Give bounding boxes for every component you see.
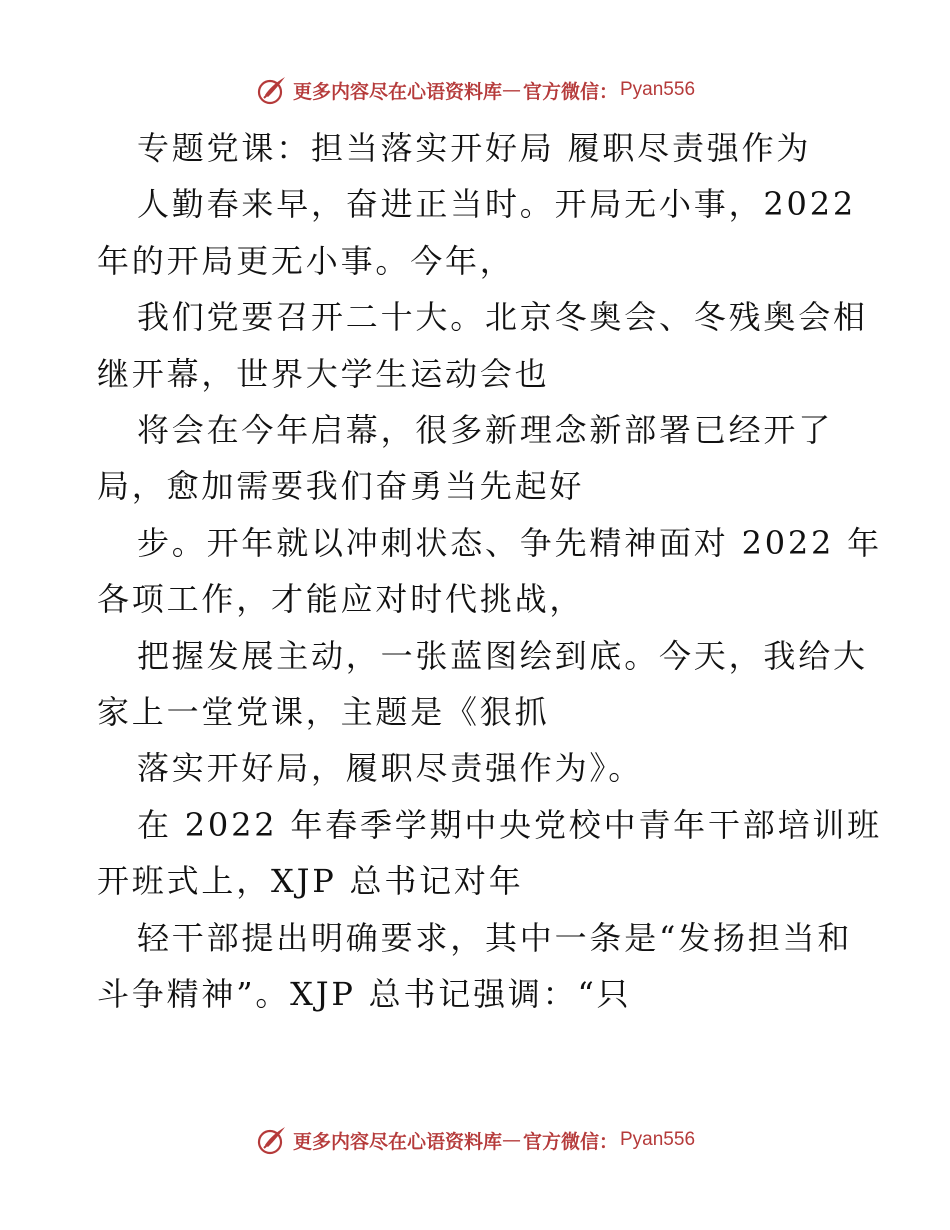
text-line: 家上一堂党课，主题是《狠抓: [97, 693, 550, 732]
text-line: 局，愈加需要我们奋勇当先起好: [97, 467, 585, 506]
document-title: 专题党课：担当落实开好局 履职尽责强作为: [137, 129, 812, 167]
text-line: 各项工作，才能应对时代挑战，: [97, 580, 585, 619]
watermark-wechat-label: 官方微信：: [522, 80, 618, 103]
text-line: 人勤春来早，奋进正当时。开局无小事，2022: [137, 185, 857, 224]
text-line: 斗争精神”。XJP 总书记强调：“只: [97, 975, 632, 1014]
watermark-separator: —: [501, 79, 521, 101]
footer-watermark: [0, 1123, 950, 1157]
text-line: 步。开年就以冲刺状态、争先精神面对 2022 年: [137, 523, 882, 562]
text-line: 继开幕，世界大学生运动会也: [97, 354, 550, 393]
text-line: 在 2022 年春季学期中央党校中青年干部培训班: [137, 805, 882, 844]
watermark-brand: 更多内容尽在心语资料库: [292, 80, 502, 103]
text-line: 我们党要召开二十大。北京冬奥会、冬残奥会相: [137, 298, 868, 337]
watermark-separator: —: [501, 1129, 521, 1151]
text-line: 把握发展主动，一张蓝图绘到底。今天，我给大: [137, 636, 868, 675]
quill-seal-icon: [255, 73, 289, 107]
text-line: 将会在今年启幕，很多新理念新部署已经开了: [137, 411, 834, 450]
text-line: 开班式上，XJP 总书记对年: [97, 862, 524, 901]
watermark-wechat-id: Pyan556: [620, 79, 696, 100]
watermark-brand: 更多内容尽在心语资料库: [292, 1130, 502, 1153]
quill-seal-icon: [255, 1123, 289, 1157]
watermark-wechat-id: Pyan556: [620, 1129, 696, 1150]
text-line: 落实开好局，履职尽责强作为》。: [137, 749, 644, 788]
document-body: [97, 120, 882, 1023]
text-line: 年的开局更无小事。今年，: [97, 241, 515, 280]
header-watermark: [0, 73, 950, 107]
watermark-wechat-label: 官方微信：: [522, 1130, 618, 1153]
text-line: 轻干部提出明确要求，其中一条是“发扬担当和: [137, 918, 853, 957]
